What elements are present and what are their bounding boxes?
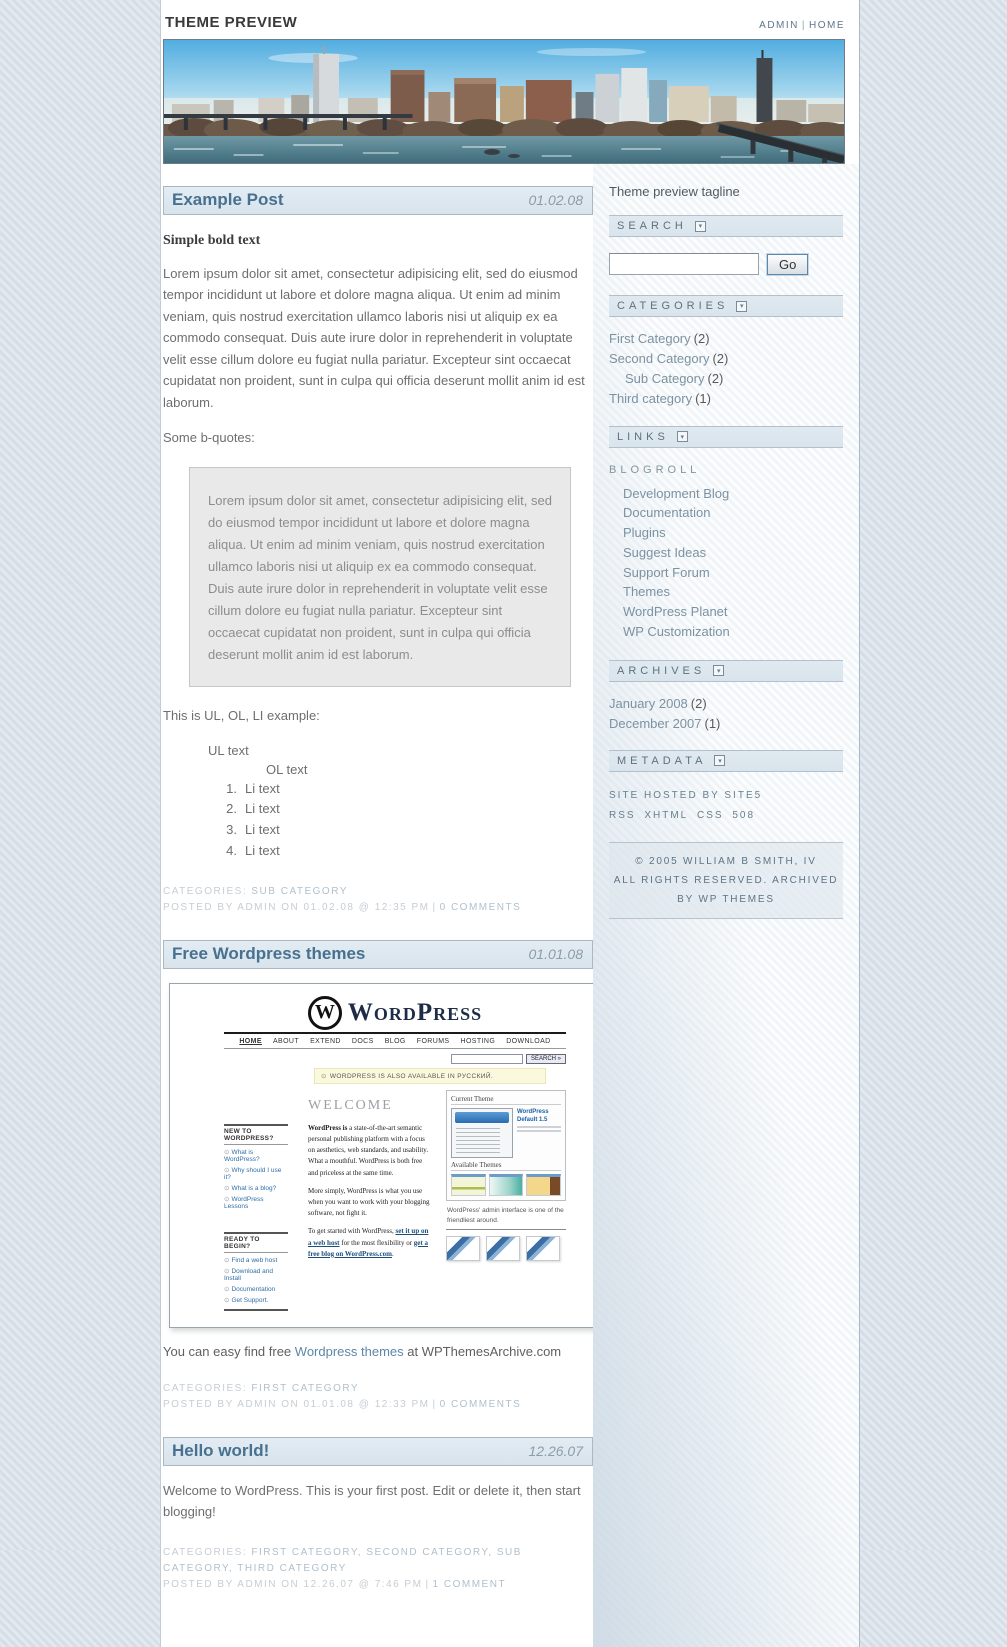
wordpress-logo-text: WordPress (347, 998, 483, 1026)
decorative-bar (455, 1112, 509, 1123)
categories-label: CATEGORIES: (163, 1382, 252, 1394)
hosted-by-label: SITE HOSTED BY (609, 789, 725, 801)
wp-box-link[interactable] (224, 1165, 288, 1183)
wp-admin-caption: WordPress' admin interface is one of the friendliest around. (447, 1206, 564, 1224)
category-count: (2) (707, 371, 724, 387)
sidebar-header-metadata (609, 750, 843, 772)
collapse-toggle-icon[interactable]: ▾ (677, 431, 688, 442)
archive-count: (2) (690, 695, 707, 711)
wp-box-link-label: Why should I use it? (224, 1167, 282, 1182)
metadata-row (609, 786, 843, 806)
list-item-label: Li text (245, 801, 280, 817)
bullet-icon: ⊙ (224, 1185, 230, 1193)
post-free-wordpress-themes (163, 940, 593, 1413)
rss-link[interactable]: RSS (609, 809, 636, 821)
wp-paragraph (308, 1123, 430, 1179)
sidebar-header-links (609, 426, 843, 448)
metadata-list (609, 786, 843, 826)
wp-theme-info (517, 1108, 561, 1158)
blockquote-text: Lorem ipsum dolor sit amet, consectetur adipisicing elit, sed do eiusmod tempor incididunt ut labore et dolore magna aliqua. Ut enim ad minim veniam, quis nostrud exercitation ullamco laboris nisi ut aliquip ex ea commodo consequat. Duis aute irure dolor in reprehenderit in voluptate velit esse cillum dolore eu fugiat nulla pariatur. Excepteur sint occaecat cupidatat non proident, sunt in culpa qui officia deserunt mollit anim id est laborum. (208, 492, 552, 663)
blogroll-link[interactable]: Themes (623, 584, 670, 600)
post-paragraph: Lorem ipsum dolor sit amet, consectetur adipisicing elit, sed do eiusmod tempor incididunt ut labore et dolore magna aliqua. Ut enim ad minim veniam, quis nostrud exercitation ullamco laboris nisi ut aliquip ex ea commodo consequat. Duis aute irure dolor in reprehenderit in voluptate velit esse cillum dolore eu fugiat nulla pariatur. Excepteur sint occaecat cupidatat non proident, sunt in culpa qui officia deserunt mollit anim id est laborum. (163, 266, 585, 410)
categories-label: CATEGORIES: (163, 885, 252, 897)
post-paragraph: Welcome to WordPress. This is your first post. Edit or delete it, then start blogging! (163, 1482, 581, 1520)
sidebar (593, 164, 859, 1647)
wp-welcome-heading: WELCOME (308, 1097, 393, 1113)
blogroll-link[interactable]: Plugins (623, 525, 666, 541)
search-go-button[interactable]: Go (767, 254, 808, 275)
wp-paragraph-text: a state-of-the-art semantic personal publishing platform with a focus on aesthetics, web standards, and usability. What a mouthful. WordPress is both free and priceless at the same time. (308, 1123, 429, 1177)
bullet-icon: ⊙ (321, 1072, 327, 1080)
wp-box-link-label: What is a blog? (231, 1185, 277, 1193)
wordpress-screenshot (169, 983, 621, 1328)
comments-link[interactable]: 1 COMMENT (432, 1578, 507, 1590)
wp-nav-hosting[interactable]: HOSTING (460, 1037, 496, 1045)
bullet-icon: ⊙ (224, 1167, 230, 1175)
wp-paragraph-text: for the most flexibility or (339, 1238, 414, 1247)
blogroll-heading: BLOGROLL (609, 463, 701, 476)
category-link[interactable]: Third category (609, 391, 693, 407)
category-count: (1) (695, 391, 711, 407)
theme-thumbnail[interactable] (451, 1174, 486, 1196)
wp-nav-home[interactable]: HOME (239, 1037, 262, 1045)
wp-box-link[interactable] (224, 1147, 288, 1165)
wp-logo-wrap (224, 996, 566, 1034)
wp-site (224, 996, 566, 1311)
wp-nav-docs[interactable]: DOCS (351, 1037, 374, 1045)
bullet-icon: ⊙ (224, 1196, 230, 1204)
theme-thumbnail[interactable] (526, 1174, 561, 1196)
wp-current-theme-label: Current Theme (451, 1095, 561, 1105)
category-link[interactable]: Sub Category (625, 371, 705, 387)
archive-row (609, 714, 843, 734)
bullet-icon: ⊙ (224, 1268, 230, 1276)
category-link[interactable]: Second Category (609, 351, 710, 367)
wp-box-link[interactable] (224, 1183, 288, 1194)
posted-by: POSTED BY ADMIN ON 01.01.08 @ 12:33 PM (163, 1398, 430, 1410)
content-area (161, 164, 859, 1647)
wp-box-title: NEW TO WORDPRESS? (224, 1124, 288, 1145)
divider (446, 1229, 566, 1230)
wp-nav-blog[interactable]: BLOG (384, 1037, 406, 1045)
list-number: 1. (226, 780, 237, 796)
search-form (609, 253, 843, 275)
wordpress-logo (224, 996, 566, 1030)
wp-paragraph-text: To get started with WordPress, (308, 1227, 396, 1236)
list-item (215, 841, 593, 862)
wp-box-link[interactable] (224, 1284, 288, 1295)
blogroll-link[interactable]: Support Forum (623, 564, 710, 580)
city-skyline-illustration (164, 40, 844, 163)
caption-text: at WPThemesArchive.com (403, 1343, 562, 1359)
css-link[interactable]: CSS (697, 809, 724, 821)
site5-link[interactable]: SITE5 (724, 789, 763, 801)
wp-screenshot-thumbnails (446, 1236, 566, 1261)
blogroll-link[interactable]: Documentation (623, 505, 711, 521)
post-caption (163, 1344, 593, 1359)
screenshot-thumbnail[interactable] (486, 1236, 520, 1261)
site-header (161, 0, 859, 39)
category-link[interactable]: FIRST CATEGORY, (251, 1546, 367, 1558)
site-tagline: Theme preview tagline (609, 184, 740, 199)
wp-search-button[interactable]: SEARCH » (526, 1054, 566, 1064)
posted-by: POSTED BY ADMIN ON 12.26.07 @ 7:46 PM (163, 1578, 423, 1590)
wp-theme-title[interactable]: WordPress Default 1.5 (517, 1108, 549, 1123)
wp-box-title: READY TO BEGIN? (224, 1232, 288, 1253)
category-link[interactable]: SUB CATEGORY, (163, 1546, 522, 1574)
bullet-icon: ⊙ (224, 1297, 230, 1305)
category-count: (2) (693, 331, 710, 346)
quotes-intro: Some b-quotes: (163, 430, 255, 446)
post-meta (163, 1381, 593, 1413)
blogroll-link[interactable]: WP Customization (623, 623, 730, 639)
post-meta (163, 1545, 593, 1593)
categories-list (609, 329, 843, 410)
post-date: 01.02.08 (528, 192, 583, 208)
comments-link[interactable]: 0 COMMENTS (439, 1398, 522, 1410)
wp-box-link-label: Find a web host (231, 1257, 278, 1265)
category-row (609, 389, 843, 409)
category-link[interactable]: SECOND CATEGORY, (366, 1546, 497, 1558)
list-item (215, 820, 593, 841)
screenshot-thumbnail[interactable] (526, 1236, 560, 1261)
list-item (215, 799, 593, 820)
site-container (160, 0, 860, 1647)
list-number: 3. (226, 822, 237, 838)
blogroll-link[interactable]: Development Blog (623, 485, 730, 501)
list-item-label: Li text (245, 843, 280, 859)
post-date: 01.01.08 (528, 945, 583, 962)
screenshot-thumbnail[interactable] (446, 1236, 480, 1261)
copyright-line1: © 2005 WILLIAM B SMITH, IV (635, 855, 817, 867)
blogroll-list (623, 484, 843, 642)
bold-text: Simple bold text (163, 233, 261, 248)
category-link[interactable]: SUB CATEGORY (251, 885, 348, 897)
copyright-box (609, 842, 843, 919)
category-count: (2) (712, 351, 729, 367)
collapse-toggle-icon[interactable]: ▾ (695, 221, 706, 232)
list-item (215, 779, 593, 800)
theme-thumbnail[interactable] (489, 1174, 524, 1196)
collapse-toggle-icon[interactable]: ▾ (736, 301, 747, 312)
wp-available-themes-label: Available Themes (451, 1161, 561, 1171)
archives-list (609, 694, 843, 734)
wp-nav-forums[interactable]: FORUMS (416, 1037, 450, 1045)
wp-box-link[interactable] (224, 1194, 288, 1212)
blogroll-link[interactable]: Suggest Ideas (623, 544, 707, 560)
wp-box-link-label: Download and Install (224, 1268, 274, 1283)
wp-center-column (308, 1090, 430, 1311)
wp-box-link[interactable] (224, 1255, 288, 1266)
categories-label: CATEGORIES: (163, 1546, 252, 1558)
wp-right-column (446, 1090, 566, 1311)
wp-paragraph-text: . (392, 1249, 394, 1258)
wp-box-link-label: What is WordPress? (224, 1149, 260, 1164)
post-example-post (163, 186, 593, 916)
bullet-icon: ⊙ (224, 1149, 230, 1157)
archive-link[interactable]: December 2007 (609, 715, 702, 731)
wp-admin-preview (451, 1108, 561, 1158)
wp-ready-to-begin-box (224, 1232, 288, 1311)
wp-nav-download[interactable]: DOWNLOAD (506, 1037, 551, 1045)
post-meta (163, 884, 593, 916)
decorative-line (517, 1126, 561, 1128)
collapse-toggle-icon[interactable]: ▾ (713, 665, 724, 676)
wp-themes-link[interactable]: WP THEMES (698, 893, 775, 905)
list-item-label: Li text (245, 780, 280, 796)
meta-separator: | (425, 1578, 430, 1590)
sidebar-header-categories (609, 295, 843, 317)
metadata-row (609, 806, 843, 826)
sidebar-header-label: SEARCH (617, 220, 687, 232)
collapse-toggle-icon[interactable]: ▾ (714, 755, 725, 766)
comments-link[interactable]: 0 COMMENTS (439, 901, 522, 913)
sidebar-header-label: LINKS (617, 430, 669, 443)
decorative-line (517, 1130, 561, 1132)
blogroll-link[interactable]: WordPress Planet (623, 604, 728, 620)
wp-box-link-label: Get Support. (231, 1297, 269, 1305)
category-link[interactable]: First Category (609, 331, 691, 346)
post-title-bar (163, 940, 593, 969)
sidebar-header-label: METADATA (617, 754, 707, 767)
wordpress-themes-link[interactable]: Wordpress themes (294, 1343, 404, 1359)
wp-box-link-label: WordPress Lessons (224, 1196, 264, 1211)
list-item-label: Li text (245, 822, 280, 838)
meta-separator: | (432, 901, 437, 913)
post-hello-world (163, 1437, 593, 1593)
post-title-link[interactable]: Hello world! (172, 1440, 270, 1460)
header-nav (759, 20, 845, 31)
wp-search-row (224, 1054, 566, 1064)
bullet-icon: ⊙ (224, 1286, 230, 1294)
header-nav-separator: | (801, 20, 806, 31)
ul-item: UL text (208, 742, 249, 758)
wp-free-blog-link[interactable]: get a free blog on WordPress.com (308, 1238, 428, 1258)
archive-link[interactable]: January 2008 (609, 695, 688, 711)
list-number: 2. (226, 801, 237, 817)
wp-nav-extend[interactable]: EXTEND (310, 1037, 341, 1045)
wp-paragraph: More simply, WordPress is what you use when you want to work with your blogging software, not fight it. (308, 1186, 430, 1218)
category-row-sub (625, 369, 843, 389)
blockquote (189, 467, 571, 688)
list-number: 4. (226, 843, 237, 859)
wp-setup-link[interactable]: set it up on a web host (308, 1227, 429, 1247)
category-link[interactable]: FIRST CATEGORY (251, 1382, 360, 1394)
post-title-link[interactable]: Example Post (172, 190, 284, 209)
posted-by: POSTED BY ADMIN ON 01.02.08 @ 12:35 PM (163, 901, 430, 913)
copyright-text: ALL RIGHTS RESERVED. ARCHIVED BY (613, 874, 839, 905)
caption-text: You can easy find free (163, 1343, 295, 1359)
archive-count: (1) (704, 715, 721, 731)
copyright-line2 (613, 871, 839, 909)
list-intro: This is UL, OL, LI example: (163, 708, 320, 724)
post-title-bar (163, 186, 593, 215)
wp-new-to-wordpress-box (224, 1124, 288, 1212)
category-row (609, 349, 843, 369)
bullet-icon: ⊙ (224, 1257, 230, 1265)
admin-link[interactable]: ADMIN (759, 20, 799, 31)
ol-item: OL text (266, 761, 308, 777)
wp-box-link[interactable] (224, 1266, 288, 1284)
wp-admin-screenshot (451, 1108, 513, 1158)
wordpress-logo-icon: W (308, 996, 342, 1030)
wp-language-notice (314, 1068, 546, 1084)
wp-bold: WordPress is (308, 1123, 348, 1132)
xhtml-link[interactable]: XHTML (644, 809, 689, 821)
sidebar-header-label: CATEGORIES (617, 300, 729, 312)
banner-image (163, 39, 845, 164)
sidebar-header-search (609, 215, 843, 237)
main-column (161, 164, 593, 1647)
wp-paragraph (308, 1226, 430, 1260)
wp-columns (224, 1090, 566, 1311)
link-508[interactable]: 508 (732, 809, 756, 821)
post-date: 12.26.07 (528, 1442, 583, 1459)
search-input[interactable] (609, 253, 759, 275)
category-row (609, 329, 843, 349)
archive-row (609, 694, 843, 714)
sidebar-header-label: ARCHIVES (617, 664, 706, 677)
home-link[interactable]: HOME (809, 20, 845, 31)
site-title: THEME PREVIEW (165, 14, 298, 31)
wp-search-input[interactable] (451, 1054, 523, 1064)
meta-separator: | (432, 1398, 437, 1410)
post-title-link[interactable]: Free Wordpress themes (172, 943, 366, 963)
wp-box-link[interactable] (224, 1295, 288, 1306)
category-link[interactable]: THIRD CATEGORY (237, 1562, 347, 1574)
wp-nav-about[interactable]: ABOUT (272, 1037, 300, 1045)
wp-left-column (224, 1090, 288, 1311)
wp-box-link-label: Documentation (231, 1286, 276, 1294)
wp-nav (224, 1034, 566, 1049)
wp-notice-text: WORDPRESS IS ALSO AVAILABLE IN РУССКИЙ. (329, 1072, 494, 1080)
sidebar-header-archives (609, 660, 843, 682)
wp-theme-thumbnails (451, 1174, 561, 1196)
post-title-bar (163, 1437, 593, 1466)
wp-current-theme-box (446, 1090, 566, 1201)
